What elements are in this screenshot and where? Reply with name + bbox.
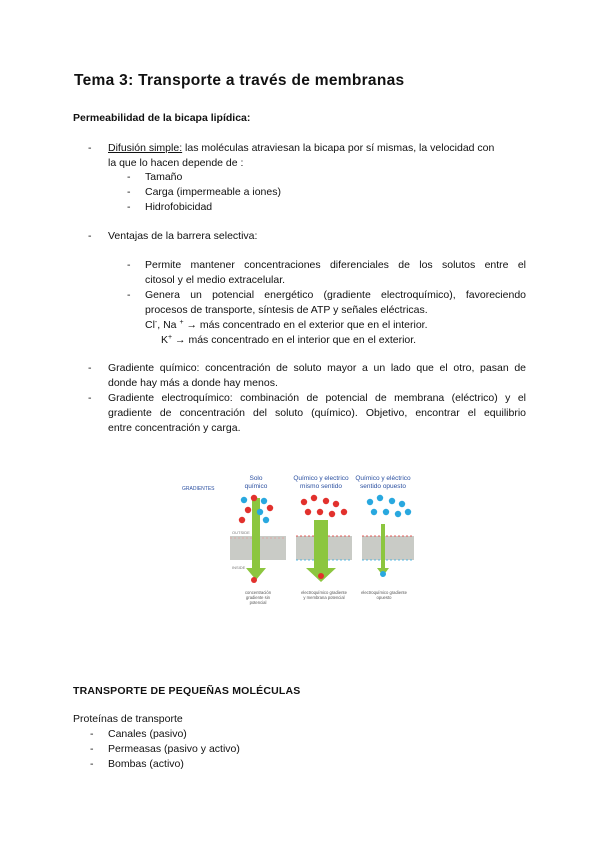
diffusion-term: Difusión simple: xyxy=(108,142,183,154)
bullet-dash: - xyxy=(90,728,94,740)
col1-header-2: químico xyxy=(244,483,268,490)
electrochemical-line-3: entre concentración y carga. xyxy=(108,422,241,434)
barrier-label: Ventajas de la barrera selectiva: xyxy=(108,230,258,242)
col3-caption-1: electroquímico gradiente xyxy=(361,590,407,595)
bullet-dash: - xyxy=(127,259,131,271)
advantage-1-line-2: citosol y el medio extracelular. xyxy=(145,274,286,286)
diffusion-line-1 xyxy=(108,141,526,156)
bullet-dash: - xyxy=(127,201,131,213)
bullet-dash: - xyxy=(90,758,94,770)
transport-item: Bombas (activo) xyxy=(108,758,184,770)
col1-caption-3: potencial xyxy=(249,600,267,605)
bullet-dash: - xyxy=(90,743,94,755)
col1-caption-2: gradiente sin xyxy=(246,595,270,600)
ion-line-cl-na: Cl-, Na + → más concentrado en el exterior que en el interior. xyxy=(145,319,428,331)
transport-item: Permeasas (pasivo y activo) xyxy=(108,743,240,755)
factor-item: Tamaño xyxy=(145,171,183,183)
advantage-2-line-2: procesos de transporte, síntesis de ATP y señales eléctricas. xyxy=(145,304,428,316)
advantage-2-line-1: Genera un potencial energético (gradiente electroquímico), favoreciendo xyxy=(145,289,526,301)
col3-header-1: Químico y eléctrico xyxy=(355,475,411,482)
membrane-band-3 xyxy=(362,536,414,560)
advantage-1-line-1: Permite mantener concentraciones diferenciales de los solutos entre el xyxy=(145,259,526,271)
chemical-gradient-line-2: donde hay más a donde hay menos. xyxy=(108,377,278,389)
bullet-dash: - xyxy=(127,186,131,198)
bullet-dash: - xyxy=(88,142,92,154)
factor-item: Hidrofobicidad xyxy=(145,201,213,213)
bullet-dash: - xyxy=(127,289,131,301)
diffusion-text-1: las moléculas atraviesan la bicapa por sí mismas, la velocidad con xyxy=(185,142,495,154)
page-title: Tema 3: Transporte a través de membranas xyxy=(74,72,405,89)
col3-header-2: sentido opuesto xyxy=(360,483,406,490)
col2-caption-1: electroquímico gradiente xyxy=(301,590,347,595)
transport-proteins-label: Proteínas de transporte xyxy=(73,713,183,725)
electrochemical-line-2: gradiente de concentración del soluto (químico). Objetivo, encontrar el equilibrio xyxy=(108,407,526,419)
col1-header-1: Solo xyxy=(249,475,263,482)
col1-caption-1: concentración xyxy=(244,590,272,595)
bullet-dash: - xyxy=(88,230,92,242)
section-heading-small-molecules: TRANSPORTE DE PEQUEÑAS MOLÉCULAS xyxy=(73,685,301,697)
inside-label: INSIDE xyxy=(232,565,246,570)
bullet-dash: - xyxy=(88,392,92,404)
gradients-figure xyxy=(178,468,424,616)
figure-row-label: GRADIENTES xyxy=(182,486,215,492)
ion-line-k: K+ → más concentrado en el interior que en el exterior. xyxy=(161,334,417,346)
factor-item: Carga (impermeable a iones) xyxy=(145,186,281,198)
col2-caption-2: y membrana potencial xyxy=(303,595,345,600)
col2-header-2: mismo sentido xyxy=(300,483,342,490)
section-heading-permeability: Permeabilidad de la bicapa lipídica: xyxy=(73,112,251,124)
chemical-gradient-line-1: Gradiente químico: concentración de soluto mayor a un lado que el otro, pasan de xyxy=(108,362,526,374)
bullet-dash: - xyxy=(88,362,92,374)
electrochemical-line-1: Gradiente electroquímico: combinación de potencial de membrana (eléctrico) y el xyxy=(108,392,526,404)
col2-header-1: Químico y electrico xyxy=(293,475,349,482)
col3-caption-2: opuesto xyxy=(376,595,392,600)
bullet-dash: - xyxy=(127,171,131,183)
outside-label: OUTSIDE xyxy=(232,530,250,535)
diffusion-line-2: la que lo hacen depende de : xyxy=(108,157,244,169)
transport-item: Canales (pasivo) xyxy=(108,728,187,740)
